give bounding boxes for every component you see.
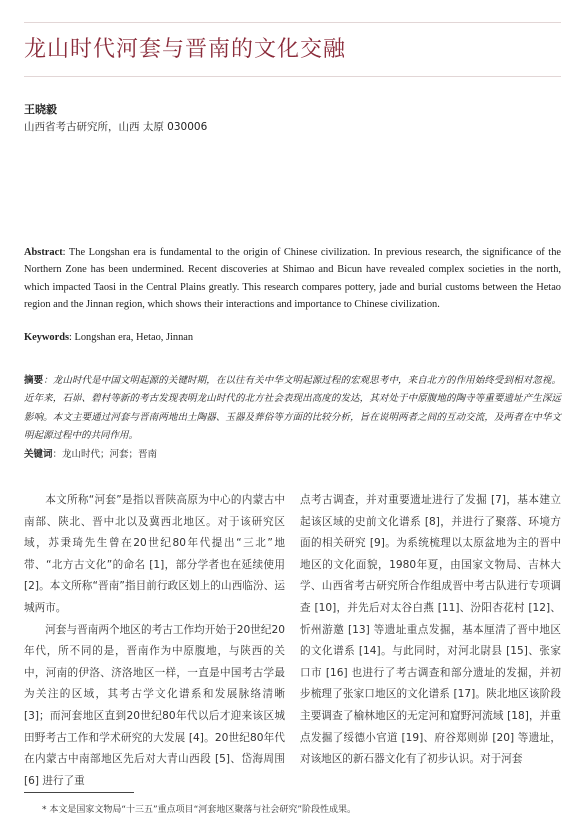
author-affiliation: 山西省考古研究所，山西 太原 030006 [24,121,208,133]
abstract-chinese-text: ：龙山时代是中国文明起源的关键时期，在以往有关中华文明起源过程的宏观思考中，来自北方的作用始终受到相对忽视。近年来，石峁、碧村等新的考古发现表明龙山时代的北方社会表现出高度的发达，其对处于中原腹地的陶寺等重要遗址产生深远影响。本文主要通过河套与晋南两地出土陶器、玉器及葬俗等方面的比较分析，旨在说明两者之间的互动交流，及两者在中华文明起源过程中的共同作用。 [24,375,561,442]
abstract-chinese [24,372,561,446]
title-rule [24,76,561,77]
body-paragraph: 本文所称“河套”是指以晋陕高原为中心的内蒙古中南部、陕北、晋中北以及冀西北地区。对于该研究区域，苏秉琦先生曾在20世纪80年代提出“三北”地带、“北方古文化”的命名 [1]，部分学者也在延续使用 [2]。本文所称“晋南”指目前行政区划上的山西临汾、运城两市。 [24,494,285,614]
abstract-english-label: Abstract [24,247,63,258]
keywords-english-text: : Longshan era, Hetao, Jinnan [69,332,194,343]
abstract-english [24,244,561,313]
keywords-english [24,332,193,343]
author-name: 王晓毅 [24,103,57,116]
body-paragraph: 河套与晋南两个地区的考古工作均开始于20世纪20年代，所不同的是，晋南作为中原腹地，与陕西的关中，河南的伊洛、济洛地区一样，一直是中国考古学最为关注的区域，其考古学文化谱系和发展脉络清晰 [3]；而河套地区直到20世纪80年代以后才迎来该区城田野考古工作和学术研究的大发展 [4]。20世纪80年代在内蒙古中南部地区先后对大青山西段 [5]、岱海周围 [6] 进行了重 [24,623,285,787]
body-paragraph: 点考古调查，并对重要遗址进行了发掘 [7]，基本建立起该区域的史前文化谱系 [8]，并进行了聚落、环境方面的相关研究 [9]。为系统梳理以太原盆地为主的晋中地区的文化面貌，1980年夏，由国家文物局、吉林大学、山西省考古研究所合作组成晋中考古队进行专项调查 [10]，并先后对太谷白燕 [11]、汾阳杏花村 [12]、忻州游邀 [13] 等遗址重点发掘，基本厘清了晋中地区的文化谱系 [14]。与此同时，对河北尉县 [15]、张家口市 [16] 也进行了考古调查和部分遗址的发掘，并初步梳理了张家口地区的文化谱系 [17]。陕北地区该阶段主要调查了榆林地区的无定河和窟野河流域 [18]，并重点发掘了绥德小官道 [19]、府谷郑则峁 [20] 等遗址，对该地区的新石器文化有了初步认识。对于河套 [300,494,561,766]
keywords-chinese-label: 关键词 [24,449,53,460]
article-title: 龙山时代河套与晋南的文化交融 [24,37,347,62]
footnote-rule [24,792,134,793]
footnote: * 本文是国家文物局“十三五”重点项目“河套地区聚落与社会研究”阶段性成果。 [42,805,357,815]
keywords-chinese-text: ：龙山时代；河套；晋南 [52,449,158,460]
body-column-right [300,490,561,790]
header-top-rule [24,22,561,23]
keywords-chinese [24,446,157,460]
keywords-english-label: Keywords [24,332,70,343]
body-column-left [24,490,285,790]
abstract-english-text: : The Longshan era is fundamental to the origin of Chinese civilization. In previous research, the significance of the Northern Zone has been undermined. Recent discoveries at Shimao and Bicun have revealed complex societies in the north, which impacted Taosi in the Central Plains greatly. This research compares pottery, jade and burial customs between the Hetao region and the Jinnan region, which shows their interactions and importance to Chinese civilization. [24,247,561,310]
abstract-chinese-label: 摘要 [24,375,44,386]
